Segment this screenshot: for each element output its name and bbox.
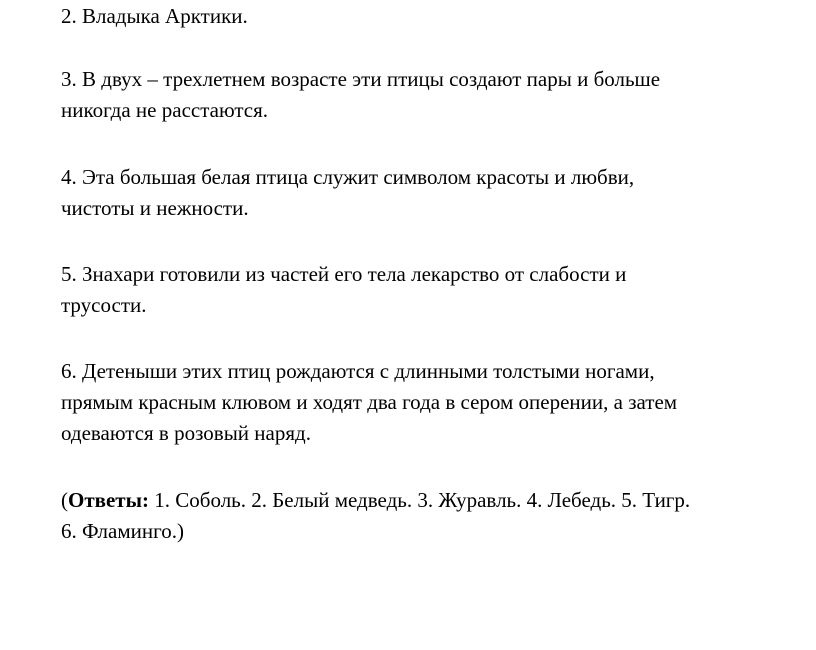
riddle-3-line-2: никогда не расстаются. [61,98,269,122]
riddle-5-line-2: трусости. [61,293,147,317]
answers-line-2: 6. Фламинго.) [61,519,184,543]
riddle-6-line-3: одеваются в розовый наряд. [61,421,311,445]
answers-paragraph [61,485,690,547]
riddle-5 [61,259,626,321]
answers-list: 1. Соболь. 2. Белый медведь. 3. Журавль. 4. Лебедь. 5. Тигр. [149,488,691,512]
riddle-3-line-1: 3. В двух – трехлетнем возрасте эти птицы создают пары и больше [61,67,661,91]
answers-line-1 [61,485,690,516]
riddle-6 [61,356,677,449]
riddle-2 [61,1,248,32]
riddle-6-line-1: 6. Детеныши этих птиц рождаются с длинными толстыми ногами, [61,359,655,383]
riddle-6-line-2: прямым красным клювом и ходят два года в сером оперении, а затем [61,390,678,414]
riddle-4 [61,162,634,224]
riddle-5-line-1: 5. Знахари готовили из частей его тела лекарство от слабости и [61,262,627,286]
riddle-3 [61,64,660,126]
riddle-4-line-1: 4. Эта большая белая птица служит символом красоты и любви, [61,165,635,189]
riddle-4-line-2: чистоты и нежности. [61,196,249,220]
answers-open-paren: ( [61,488,68,512]
riddle-2-line-1: 2. Владыка Арктики. [61,4,248,28]
answers-label: Ответы: [68,488,150,512]
